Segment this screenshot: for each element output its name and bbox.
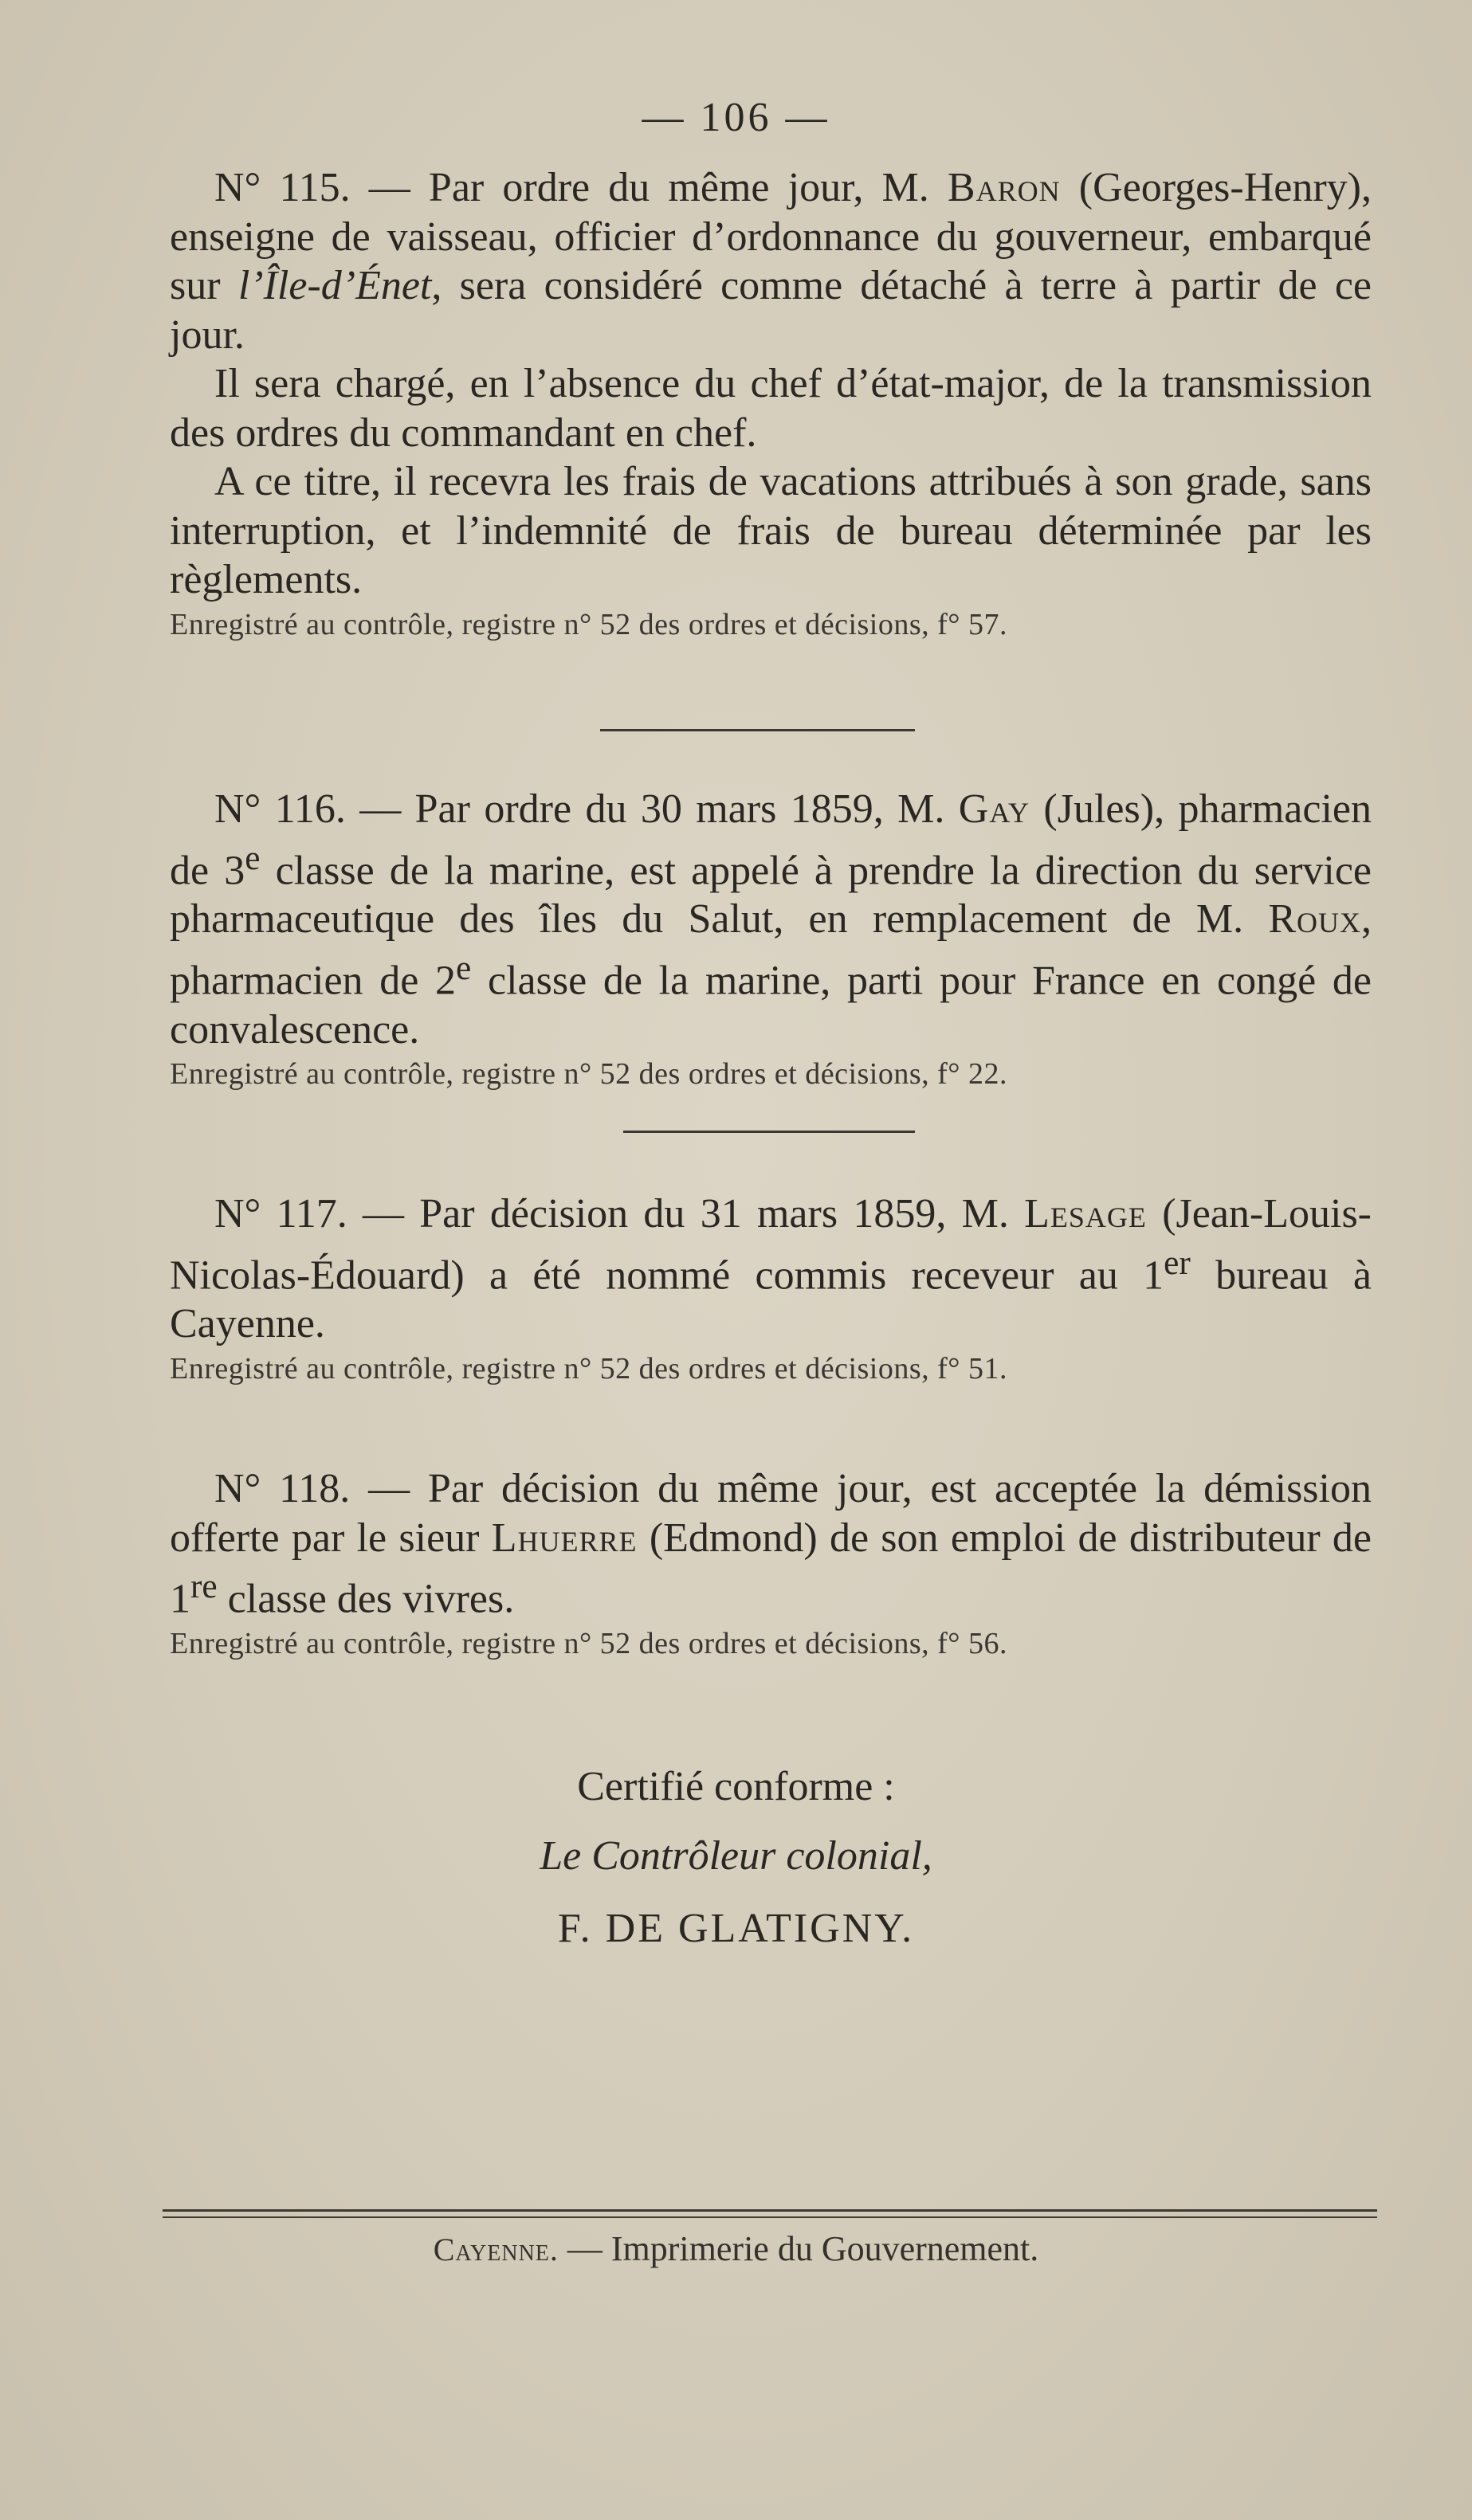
certification-line: Certifié conforme : (577, 1764, 895, 1809)
entry-115-paragraph-3: A ce titre, il recevra les frais de vacations attribués à son grade, sans interruption, et l’indemnité de frais de bureau déterminée par les règlements. (170, 459, 1372, 602)
certification-signatory: F. DE GLATIGNY. (557, 1906, 915, 1951)
separator-rule (623, 1131, 915, 1133)
entry-115-paragraph-2: Il sera chargé, en l’absence du chef d’état-major, de la transmission des ordres du commandant en chef. (170, 361, 1372, 456)
person-name: Lesage (1024, 1191, 1147, 1236)
entry-115 (170, 163, 1372, 645)
registration-note: Enregistré au contrôle, registre n° 52 des ordres et décisions, f° 57. (170, 607, 1007, 641)
person-name: Baron (947, 165, 1061, 210)
entry-116 (170, 785, 1372, 1094)
entry-number: N° 116. (214, 786, 346, 832)
footer-rule-top (163, 2209, 1377, 2212)
entry-117-paragraph-1: N° 117. — Par décision du 31 mars 1859, M. Lesage (Jean-Louis-Nicolas-Édouard) a été nommé commis receveur au 1er bureau à Cayenne. (170, 1191, 1372, 1347)
entry-115-paragraph-1: N° 115. — Par ordre du même jour, M. Baron (Georges-Henry), enseigne de vaisseau, officier d’ordonnance du gouverneur, embarqué sur l’Île-d’Énet, sera considéré comme détaché à terre à partir de ce jour. (170, 165, 1372, 358)
footer-rule-bottom (163, 2216, 1377, 2218)
entry-number: N° 117. (214, 1191, 347, 1236)
page-number: — 106 — (642, 95, 830, 140)
registration-note: Enregistré au contrôle, registre n° 52 des ordres et décisions, f° 56. (170, 1626, 1007, 1660)
person-name: Lhuerre (491, 1515, 638, 1561)
printer-place: Cayenne. (433, 2232, 559, 2267)
person-name: Gay (958, 786, 1030, 832)
entry-number: N° 118. (214, 1466, 351, 1511)
registration-note: Enregistré au contrôle, registre n° 52 des ordres et décisions, f° 51. (170, 1351, 1007, 1385)
registration-note: Enregistré au contrôle, registre n° 52 des ordres et décisions, f° 22. (170, 1057, 1007, 1091)
certification-title: Le Contrôleur colonial, (540, 1833, 932, 1879)
entry-118 (170, 1464, 1372, 1664)
separator-rule (600, 729, 915, 731)
printer-name: — Imprimerie du Gouvernement. (558, 2229, 1039, 2268)
entry-number: N° 115. (214, 165, 351, 210)
person-name: Roux (1268, 896, 1361, 943)
entry-118-paragraph-1: N° 118. — Par décision du même jour, est acceptée la démission offerte par le sieur Lhuerre (Edmond) de son emploi de distributeur de 1re classe des vivres. (170, 1466, 1372, 1622)
entry-117 (170, 1189, 1372, 1389)
entry-116-paragraph-1: N° 116. — Par ordre du 30 mars 1859, M. Gay (Jules), pharmacien de 3e classe de la marine, est appelé à prendre la direction du service pharmaceutique des îles du Salut, en remplacement de M. Roux, pharmacien de 2e classe de la marine, parti pour France en congé de convalescence. (170, 786, 1372, 1052)
ship-name: l’Île-d’Énet (237, 263, 432, 308)
printer-imprint (0, 2228, 1472, 2269)
